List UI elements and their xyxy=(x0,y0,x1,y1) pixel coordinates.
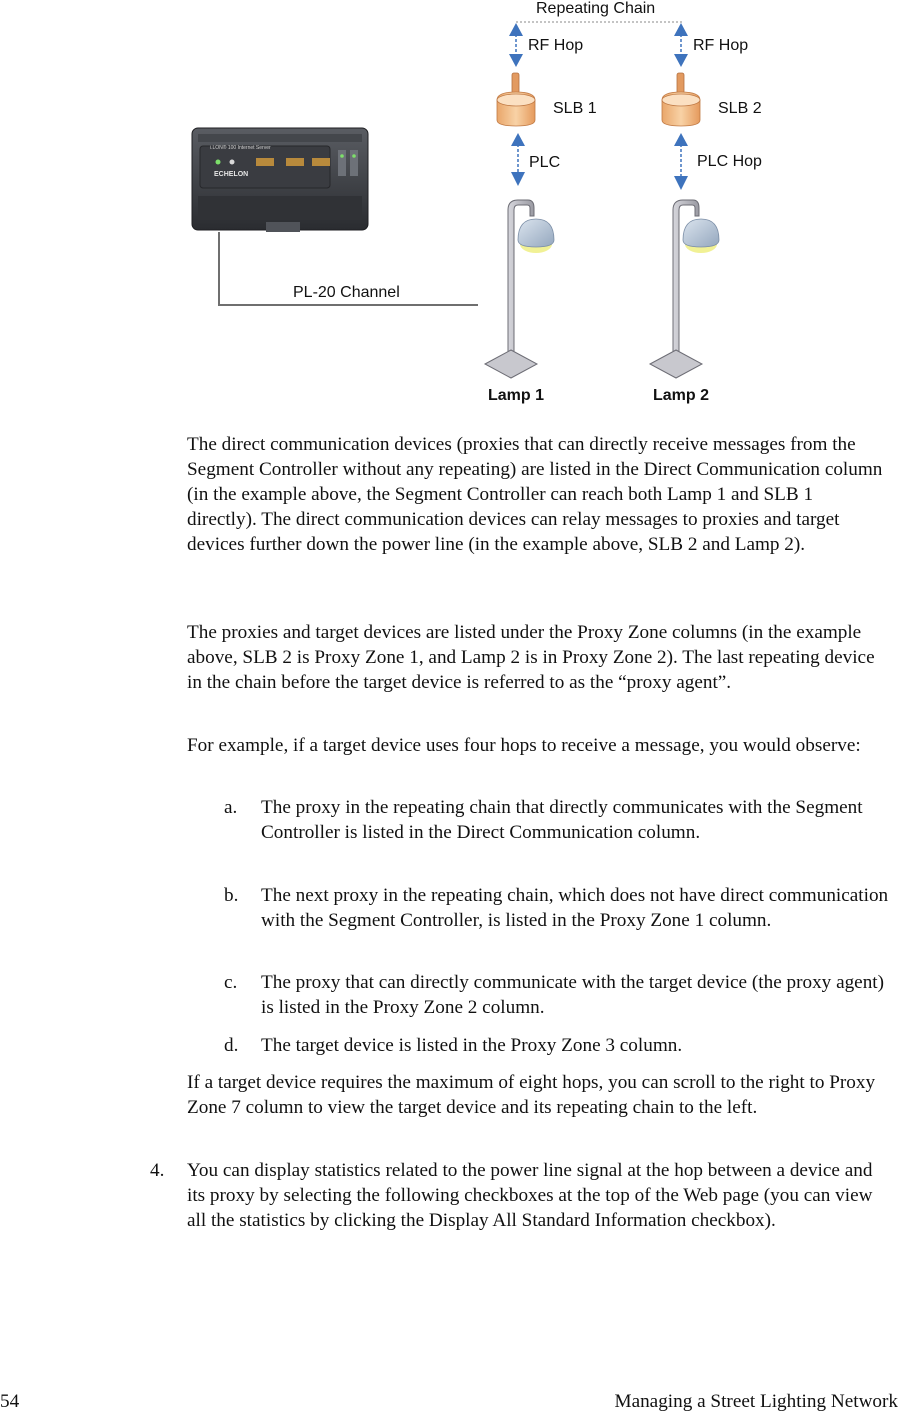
list-item-text: The target device is listed in the Proxy Zone 3 column. xyxy=(261,1035,683,1056)
list-item-text: The proxy in the repeating chain that directly communicates with the Segment Controller is listed in the Direct Communication column. xyxy=(261,797,863,843)
step-4-marker: 4. xyxy=(150,1160,165,1181)
list-item xyxy=(224,970,894,1020)
plc-hop-arrow xyxy=(674,133,688,190)
lamp-2-label: Lamp 2 xyxy=(653,387,710,404)
list-item-text: The proxy that can directly communicate with the target device (the proxy agent) is listed in the Proxy Zone 2 column. xyxy=(261,972,885,1018)
page-number: 54 xyxy=(0,1391,20,1412)
list-item xyxy=(224,795,894,845)
slb-1-device xyxy=(497,73,535,126)
slb-1-label: SLB 1 xyxy=(553,100,597,117)
device-brand-text: ECHELON xyxy=(214,171,249,178)
step-4 xyxy=(150,1158,890,1233)
rf-hop-arrow-2 xyxy=(674,23,688,67)
segment-controller-device xyxy=(192,128,368,232)
rf-hop-1-label: RF Hop xyxy=(528,37,584,54)
repeating-chain-diagram xyxy=(0,0,898,420)
paragraph-proxy-zone: The proxies and target devices are listed under the Proxy Zone columns (in the example above, SLB 2 is Proxy Zone 1, and Lamp 2 is in Proxy Zone 2). The last repeating device in the chain before the target device is referred to as the “proxy agent”. xyxy=(187,622,875,693)
plc-arrow xyxy=(511,133,525,186)
slb-2-device xyxy=(662,73,700,126)
step-4-text: You can display statistics related to the power line signal at the hop between a device and its proxy by selecting the following checkboxes at the top of the Web page (you can view all the statistics by clicking the Display All Standard Information checkbox). xyxy=(187,1160,873,1231)
paragraph-maximum-hops: If a target device requires the maximum of eight hops, you can scroll to the right to Proxy Zone 7 column to view the target device and its repeating chain to the left. xyxy=(187,1072,876,1118)
list-item-marker: a. xyxy=(224,797,238,818)
pl-20-channel-label: PL-20 Channel xyxy=(293,284,400,301)
list-item-marker: c. xyxy=(224,972,238,993)
lamp-1-label: Lamp 1 xyxy=(488,387,545,404)
repeating-chain-connector xyxy=(516,0,682,22)
slb-2-label: SLB 2 xyxy=(718,100,762,117)
footer-section-title: Managing a Street Lighting Network xyxy=(614,1391,898,1412)
lamp-1-pole xyxy=(485,200,554,378)
list-item xyxy=(224,1033,894,1058)
list-item xyxy=(224,883,894,933)
list-item-text: The next proxy in the repeating chain, which does not have direct communication with the Segment Controller, is listed in the Proxy Zone 1 column. xyxy=(261,885,889,931)
paragraph-example-intro: For example, if a target device uses four hops to receive a message, you would observe: xyxy=(187,735,861,756)
paragraph-direct-communication: The direct communication devices (proxies that can directly receive messages from the Segment Controller without any repeating) are listed in the Direct Communication column (in the example above, the Segment Controller can reach both Lamp 1 and SLB 1 directly). The direct communication devices can relay messages to proxies and target devices further down the power line (in the example above, SLB 2 and Lamp 2). xyxy=(187,434,883,555)
list-item-marker: b. xyxy=(224,885,239,906)
rf-hop-arrow-1 xyxy=(509,23,523,67)
repeating-chain-label: Repeating Chain xyxy=(536,0,656,17)
plc-hop-label: PLC Hop xyxy=(697,153,762,170)
device-model-text: i.LON® 100 Internet Server xyxy=(210,145,271,151)
rf-hop-2-label: RF Hop xyxy=(693,37,749,54)
lamp-2-pole xyxy=(650,200,719,378)
list-item-marker: d. xyxy=(224,1035,239,1056)
plc-label: PLC xyxy=(529,154,561,171)
